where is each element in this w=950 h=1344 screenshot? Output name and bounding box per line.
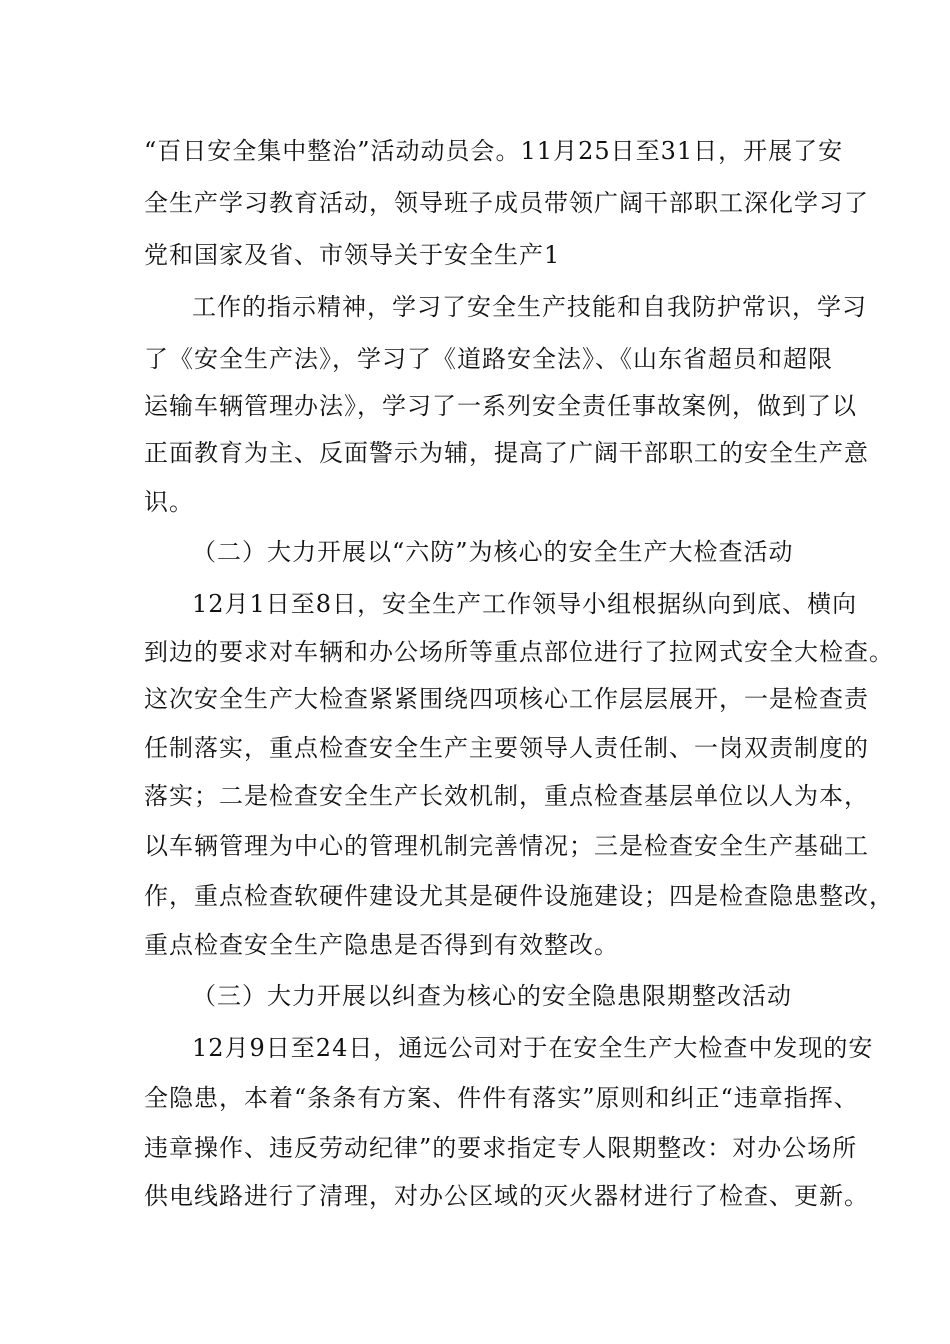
paragraph-line: 重点检查安全生产隐患是否得到有效整改。 — [144, 931, 619, 959]
paragraph-line: 以车辆管理为中心的管理机制完善情况；三是检查安全生产基础工 — [144, 832, 869, 860]
paragraph-line: 违章操作、违反劳动纪律”的要求指定专人限期整改：对办公场所 — [144, 1134, 858, 1162]
paragraph-line: 识。 — [144, 488, 194, 516]
paragraph-line: 供电线路进行了清理，对办公区域的灭火器材进行了检查、更新。 — [144, 1182, 869, 1210]
paragraph-line: 这次安全生产大检查紧紧围绕四项核心工作层层展开，一是检查责 — [144, 685, 869, 713]
paragraph-line: 运输车辆管理办法》，学习了一系列安全责任事故案例，做到了以 — [144, 392, 857, 420]
section-heading: （三）大力开展以纠查为核心的安全隐患限期整改活动 — [192, 982, 792, 1010]
paragraph-line: 正面教育为主、反面警示为辅，提高了广阔干部职工的安全生产意 — [144, 439, 869, 467]
paragraph-line: 了《安全生产法》，学习了《道路安全法》、《山东省超员和超限 — [144, 345, 833, 373]
paragraph-line: 全生产学习教育活动，领导班子成员带领广阔干部职工深化学习了 — [144, 189, 869, 217]
paragraph-line: 全隐患，本着“条条有方案、件件有落实”原则和纠正“违章指挥、 — [144, 1084, 859, 1112]
paragraph-line: 任制落实，重点检查安全生产主要领导人责任制、一岗双责制度的 — [144, 734, 869, 762]
paragraph-line: 落实；二是检查安全生产长效机制，重点检查基层单位以人为本， — [144, 782, 869, 810]
section-heading: （二）大力开展以“六防”为核心的安全生产大检查活动 — [192, 538, 794, 566]
paragraph-line: 作，重点检查软硬件建设尤其是硬件设施建设；四是检查隐患整改， — [144, 882, 894, 910]
paragraph-line: 到边的要求对车辆和办公场所等重点部位进行了拉网式安全大检查。 — [144, 638, 894, 666]
paragraph-line: 12月1日至8日，安全生产工作领导小组根据纵向到底、横向 — [192, 590, 858, 618]
paragraph-line: “百日安全集中整治”活动动员会。11月25日至31日，开展了安 — [144, 137, 844, 165]
paragraph-line: 工作的指示精神，学习了安全生产技能和自我防护常识，学习 — [192, 293, 867, 321]
paragraph-line: 12月9日至24日，通远公司对于在安全生产大检查中发现的安 — [192, 1034, 874, 1062]
paragraph-line: 党和国家及省、市领导关于安全生产1 — [144, 241, 561, 269]
